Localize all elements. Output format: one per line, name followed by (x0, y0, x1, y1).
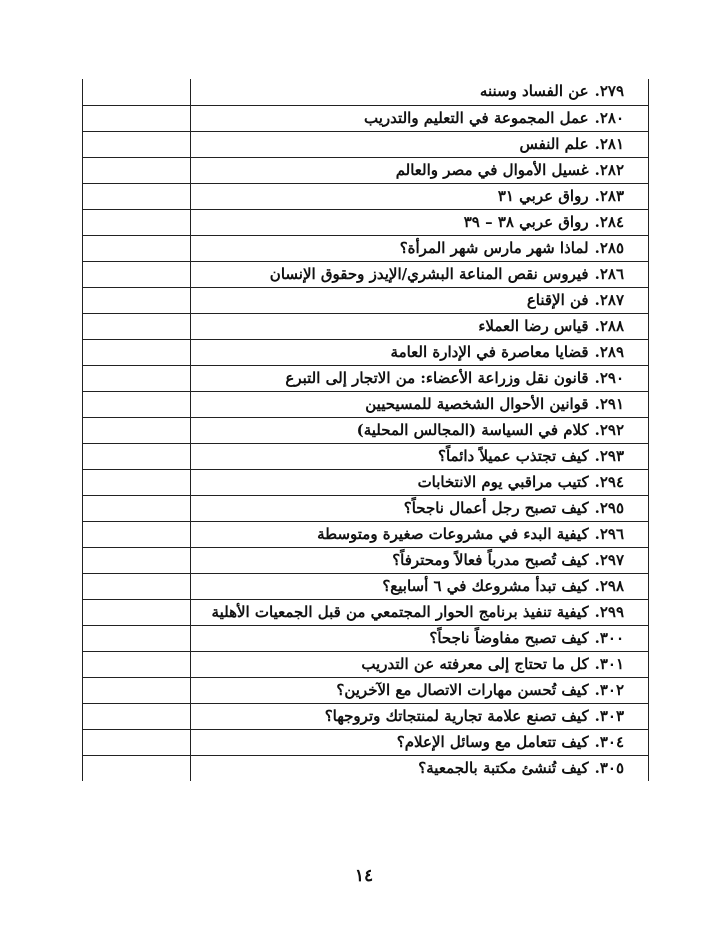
entry-item (191, 132, 648, 157)
entry-title: كيف تُصبح مدرباً فعالاً ومحترفاً؟ (392, 550, 589, 569)
entry-cell (191, 235, 649, 261)
entry-number: ٢٩٢. (594, 420, 624, 439)
entry-cell (191, 521, 649, 547)
empty-cell (83, 183, 191, 209)
entry-cell (191, 105, 649, 131)
entry-title: قياس رضا العملاء (478, 316, 589, 335)
entry-title: كيفية تنفيذ برنامج الحوار المجتمعي من قبل الجمعيات الأهلية (211, 602, 589, 621)
entry-item (191, 756, 648, 781)
entry-cell (191, 469, 649, 495)
table-row (83, 625, 649, 651)
empty-cell (83, 703, 191, 729)
entry-title: قانون نقل وزراعة الأعضاء: من الاتجار إلى التبرع (285, 368, 589, 387)
entry-number: ٢٩٣. (594, 446, 624, 465)
empty-cell (83, 209, 191, 235)
entry-number: ٣٠٥. (594, 758, 624, 777)
entry-cell (191, 183, 649, 209)
entry-cell (191, 287, 649, 313)
entry-title: كيف تبدأ مشروعك في ٦ أسابيع؟ (382, 576, 589, 595)
entry-item (191, 158, 648, 183)
empty-cell (83, 599, 191, 625)
empty-cell (83, 157, 191, 183)
table-row (83, 365, 649, 391)
table-row (83, 339, 649, 365)
entry-title: كيف تصبح مفاوضاً ناجحاً؟ (429, 628, 589, 647)
entry-cell (191, 677, 649, 703)
table-row (83, 417, 649, 443)
table-row (83, 157, 649, 183)
table-row (83, 729, 649, 755)
empty-cell (83, 677, 191, 703)
entry-cell (191, 365, 649, 391)
entry-title: قضايا معاصرة في الإدارة العامة (390, 342, 589, 361)
empty-cell (83, 417, 191, 443)
table-row (83, 79, 649, 105)
table-row (83, 391, 649, 417)
table-row (83, 287, 649, 313)
entry-item (191, 574, 648, 599)
entry-number: ٣٠٣. (594, 706, 624, 725)
entry-number: ٢٨٧. (594, 290, 624, 309)
table-row (83, 547, 649, 573)
empty-cell (83, 235, 191, 261)
entry-cell (191, 755, 649, 781)
page-number: ١٤ (354, 866, 374, 886)
entry-number: ٣٠٢. (594, 680, 624, 699)
empty-cell (83, 521, 191, 547)
empty-cell (83, 625, 191, 651)
entry-number: ٢٨٣. (594, 186, 624, 205)
table-row (83, 677, 649, 703)
entry-item (191, 496, 648, 521)
entry-title: كيف تُنشئ مكتبة بالجمعية؟ (418, 758, 589, 777)
entry-number: ٢٨٨. (594, 316, 624, 335)
entry-number: ٣٠٤. (594, 732, 624, 751)
empty-cell (83, 287, 191, 313)
entry-item (191, 366, 648, 391)
entry-cell (191, 729, 649, 755)
entry-title: كيف تصبح رجل أعمال ناجحاً؟ (403, 498, 589, 517)
table-row (83, 183, 649, 209)
entry-number: ٢٨٦. (594, 264, 624, 283)
entry-item (191, 730, 648, 755)
entry-cell (191, 703, 649, 729)
empty-cell (83, 339, 191, 365)
empty-cell (83, 365, 191, 391)
table-row (83, 313, 649, 339)
empty-cell (83, 313, 191, 339)
table-row (83, 469, 649, 495)
entry-cell (191, 339, 649, 365)
entry-item (191, 106, 648, 131)
entry-cell (191, 131, 649, 157)
empty-cell (83, 79, 191, 105)
entry-number: ٣٠١. (594, 654, 624, 673)
table-row (83, 209, 649, 235)
entry-number: ٢٧٩. (594, 82, 624, 101)
entry-number: ٢٩٥. (594, 498, 624, 517)
entry-number: ٣٠٠. (594, 628, 624, 647)
entry-cell (191, 417, 649, 443)
entry-title: كيف تتعامل مع وسائل الإعلام؟ (396, 732, 589, 751)
entry-item (191, 314, 648, 339)
entries-table-body (83, 79, 649, 781)
entry-cell (191, 313, 649, 339)
empty-cell (83, 261, 191, 287)
empty-cell (83, 131, 191, 157)
table-row (83, 521, 649, 547)
entry-cell (191, 261, 649, 287)
entry-title: كيف تصنع علامة تجارية لمنتجاتك وتروجها؟ (324, 706, 589, 725)
entry-item (191, 418, 648, 443)
entry-item (191, 470, 648, 495)
entry-item (191, 652, 648, 677)
entry-title: لماذا شهر مارس شهر المرأة؟ (399, 238, 589, 257)
entry-number: ٢٨١. (594, 134, 624, 153)
entry-item (191, 340, 648, 365)
entry-cell (191, 625, 649, 651)
table-row (83, 703, 649, 729)
table-row (83, 573, 649, 599)
entry-item (191, 626, 648, 651)
empty-cell (83, 729, 191, 755)
entry-title: كلام في السياسة (المجالس المحلية) (356, 420, 589, 439)
entry-number: ٢٩٠. (594, 368, 624, 387)
entry-item (191, 210, 648, 235)
empty-cell (83, 547, 191, 573)
entry-item (191, 79, 648, 104)
entry-title: كيف تُحسن مهارات الاتصال مع الآخرين؟ (336, 680, 589, 699)
entry-number: ٢٩٧. (594, 550, 624, 569)
entry-cell (191, 495, 649, 521)
entry-cell (191, 573, 649, 599)
empty-cell (83, 495, 191, 521)
entry-number: ٢٨٠. (594, 108, 624, 127)
entry-number: ٢٨٢. (594, 160, 624, 179)
entry-title: كيفية البدء في مشروعات صغيرة ومتوسطة (317, 524, 589, 543)
entry-cell (191, 209, 649, 235)
empty-cell (83, 391, 191, 417)
entry-title: فيروس نقص المناعة البشري/الإيدز وحقوق الإنسان (269, 264, 589, 283)
entry-item (191, 678, 648, 703)
table-row (83, 105, 649, 131)
entry-cell (191, 547, 649, 573)
entry-title: كل ما تحتاج إلى معرفته عن التدريب (361, 654, 589, 673)
entry-title: كيف تجتذب عميلاً دائماً؟ (438, 446, 589, 465)
entry-item (191, 184, 648, 209)
entry-number: ٢٩٨. (594, 576, 624, 595)
empty-cell (83, 651, 191, 677)
entries-table (82, 79, 649, 781)
entry-title: عن الفساد وسننه (479, 82, 589, 101)
entry-title: علم النفس (519, 134, 589, 153)
entry-cell (191, 599, 649, 625)
entry-title: قوانين الأحوال الشخصية للمسيحيين (365, 394, 589, 413)
entry-number: ٢٩١. (594, 394, 624, 413)
entry-number: ٢٨٥. (594, 238, 624, 257)
table-row (83, 495, 649, 521)
entry-title: كتيب مراقبي يوم الانتخابات (417, 472, 589, 491)
table-row (83, 599, 649, 625)
entry-cell (191, 651, 649, 677)
entry-title: رواق عربي ٣٨ – ٣٩ (463, 212, 589, 231)
entry-title: غسيل الأموال في مصر والعالم (395, 160, 589, 179)
empty-cell (83, 469, 191, 495)
entry-number: ٢٨٩. (594, 342, 624, 361)
empty-cell (83, 443, 191, 469)
empty-cell (83, 105, 191, 131)
entry-number: ٢٩٦. (594, 524, 624, 543)
entry-number: ٢٩٤. (594, 472, 624, 491)
entry-cell (191, 391, 649, 417)
entry-item (191, 600, 648, 625)
table-row (83, 443, 649, 469)
entry-item (191, 522, 648, 547)
entry-number: ٢٩٩. (594, 602, 624, 621)
entry-item (191, 262, 648, 287)
entry-cell (191, 157, 649, 183)
entry-cell (191, 443, 649, 469)
entry-cell (191, 79, 649, 105)
entry-title: فن الإقناع (526, 290, 589, 309)
empty-cell (83, 755, 191, 781)
entry-item (191, 444, 648, 469)
entry-item (191, 392, 648, 417)
entry-title: رواق عربي ٣١ (497, 186, 589, 205)
empty-cell (83, 573, 191, 599)
table-row (83, 755, 649, 781)
entry-item (191, 236, 648, 261)
table-row (83, 651, 649, 677)
entry-item (191, 288, 648, 313)
entry-item (191, 704, 648, 729)
entry-item (191, 548, 648, 573)
entry-number: ٢٨٤. (594, 212, 624, 231)
table-row (83, 235, 649, 261)
table-row (83, 261, 649, 287)
entry-title: عمل المجموعة في التعليم والتدريب (364, 108, 589, 127)
table-row (83, 131, 649, 157)
